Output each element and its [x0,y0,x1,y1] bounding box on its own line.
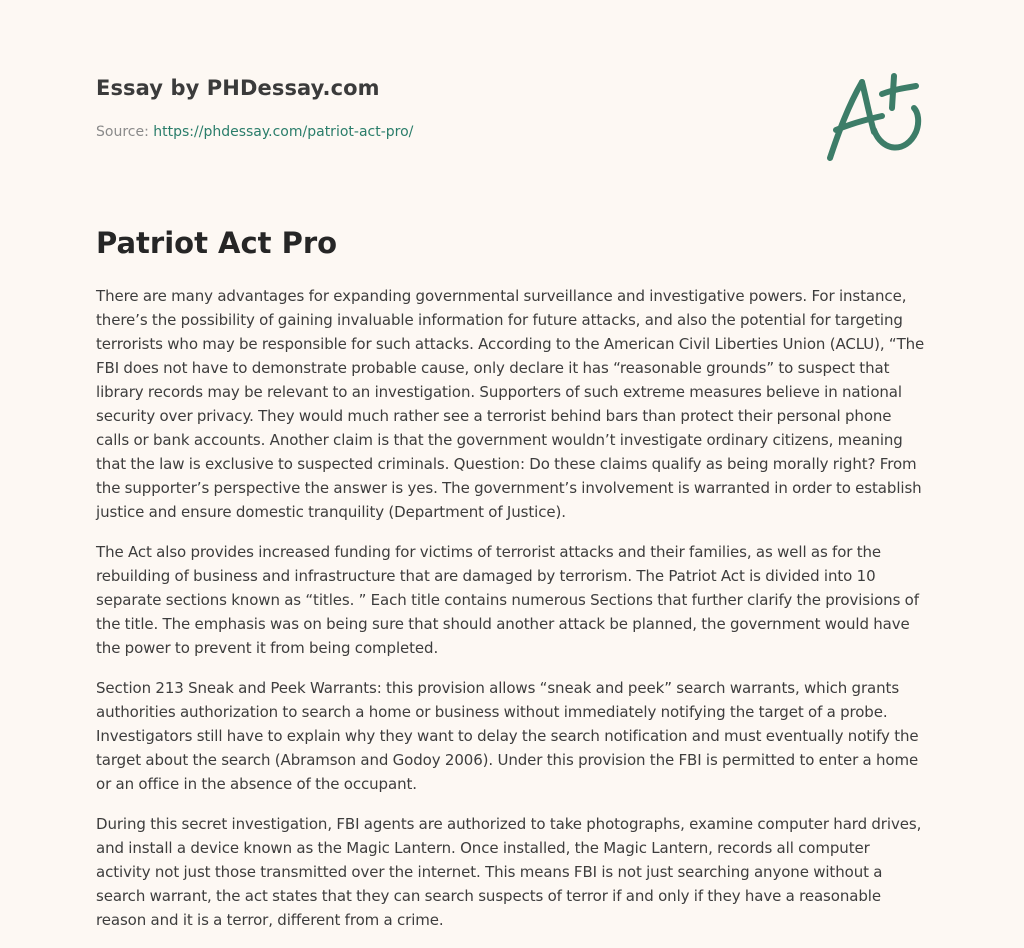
source-label: Source: [96,124,149,140]
essay-page [96,0,928,929]
source-line [96,124,413,140]
paragraph: The Act also provides increased funding for victims of terrorist attacks and their families, as well as for the rebuilding of business and infrastructure that are damaged by terrorism. The Patriot Act is divided into 10 separate sections known as “titles. ” Each title contains numerous Sections that further clarify the provisions of the title. The emphasis was on being sure that should another attack be planned, the government would have the power to prevent it from being completed. [96,543,919,657]
source-link[interactable]: https://phdessay.com/patriot-act-pro/ [153,124,414,140]
paragraph: Section 213 Sneak and Peek Warrants: this provision allows “sneak and peek” search warrants, which grants authorities authorization to search a home or business without immediately notifying the target of a probe. Investigators still have to explain why they want to delay the search notification and must eventually notify the target about the search (Abramson and Godoy 2006). Under this provision the FBI is permitted to enter a home or an office in the absence of the occupant. [96,679,919,793]
article-title: Patriot Act Pro [96,226,338,260]
paragraph: During this secret investigation, FBI agents are authorized to take photographs, examine computer hard drives, and install a device known as the Magic Lantern. Once installed, the Magic Lantern, records all computer activity not just those transmitted over the internet. This means FBI is not just searching anyone without a search warrant, the act states that they can search suspects of terror if and only if they have a reasonable reason and it is a terror, different from a crime. [96,815,922,929]
paragraph: There are many advantages for expanding governmental surveillance and investigative powers. For instance, there’s the possibility of gaining invaluable information for future attacks, and also the potential for targeting terrorists who may be responsible for such attacks. According to the American Civil Liberties Union (ACLU), “The FBI does not have to demonstrate probable cause, only declare it has “reasonable grounds” to suspect that library records may be relevant to an investigation. Supporters of such extreme measures believe in national security over privacy. They would much rather see a terrorist behind bars than protect their personal phone calls or bank accounts. Another claim is that the government wouldn’t investigate ordinary citizens, meaning that the law is exclusive to suspected criminals. Question: Do these claims qualify as being morally right? From the supporter’s perspective the answer is yes. The government’s involvement is warranted in order to establish justice and ensure domestic tranquility (Department of Justice). [96,287,925,521]
a-plus-logo-icon [822,68,926,164]
site-brand: Essay by PHDessay.com [96,76,380,100]
page-header [96,0,928,200]
article-body [96,284,928,948]
